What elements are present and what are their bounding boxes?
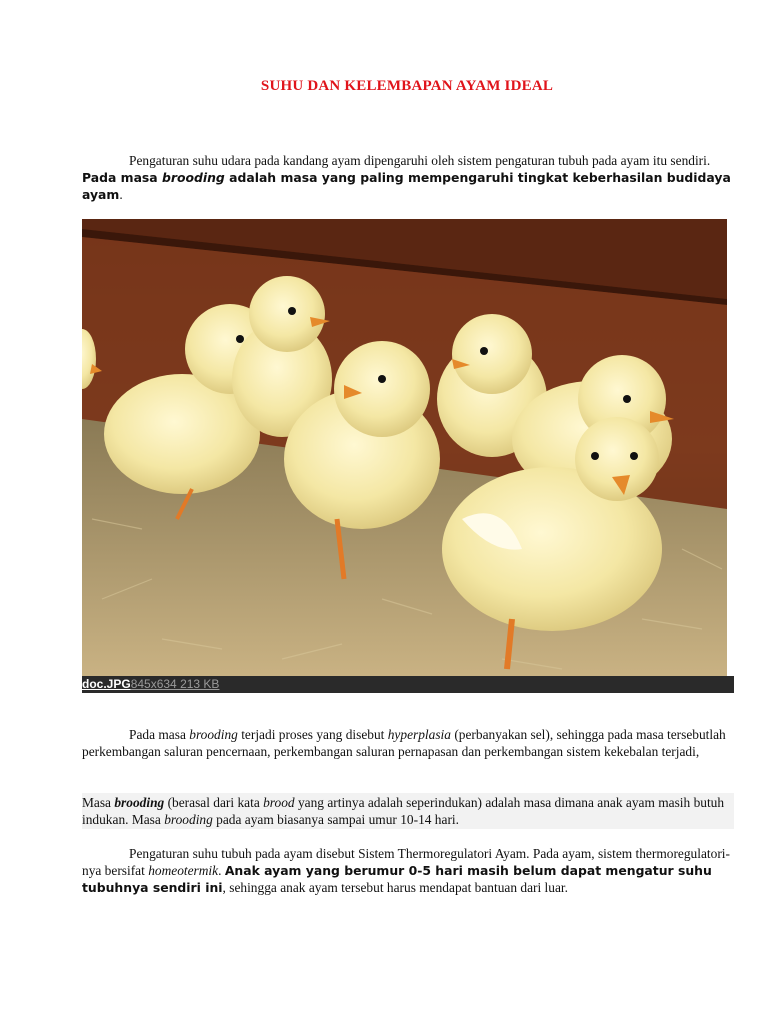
- paragraph-brooding-definition: Masa brooding (berasal dari kata brood yang artinya adalah seperindukan) adalah masa dimana anak ayam masih butuh indukan. Masa brooding pada ayam biasanya sampai umur 10-14 hari.: [82, 793, 734, 829]
- image-meta-link[interactable]: 845x634 213 KB: [130, 677, 220, 691]
- image-filename-link[interactable]: doc.JPG: [82, 677, 131, 691]
- paragraph-thermoregulation: Pengaturan suhu tubuh pada ayam disebut Sistem Thermoregulatori Ayam. Pada ayam, sistem thermoregulatori-nya bersifat homeotermik. Anak ayam yang berumur 0-5 hari masih belum dapat mengatur suhu tubuhnya sendiri ini, sehingga anak ayam tersebut harus mendapat bantuan dari luar.: [82, 846, 730, 895]
- image-caption-bar: [82, 676, 734, 693]
- chicks-photo: [82, 219, 727, 676]
- paragraph-hyperplasia: Pada masa brooding terjadi proses yang disebut hyperplasia (perbanyakan sel), sehingga pada masa tersebutlah perkembangan saluran pencernaan, perkembangan saluran pernapasan dan perkembangan sistem kekebalan terjadi,: [82, 727, 726, 759]
- intro-bold-text: Pada masa brooding adalah masa yang paling mempengaruhi tingkat keberhasilan budidaya ayam: [82, 170, 731, 202]
- intro-text: Pengaturan suhu udara pada kandang ayam dipengaruhi oleh sistem pengaturan tubuh pada ayam itu sendiri.: [129, 153, 711, 168]
- document-title: SUHU DAN KELEMBAPAN AYAM IDEAL: [260, 78, 554, 94]
- paragraph-intro: Pengaturan suhu udara pada kandang ayam dipengaruhi oleh sistem pengaturan tubuh pada ayam itu sendiri. Pada masa brooding adalah masa yang paling mempengaruhi tingkat keberhasilan budidaya ayam.: [82, 153, 731, 202]
